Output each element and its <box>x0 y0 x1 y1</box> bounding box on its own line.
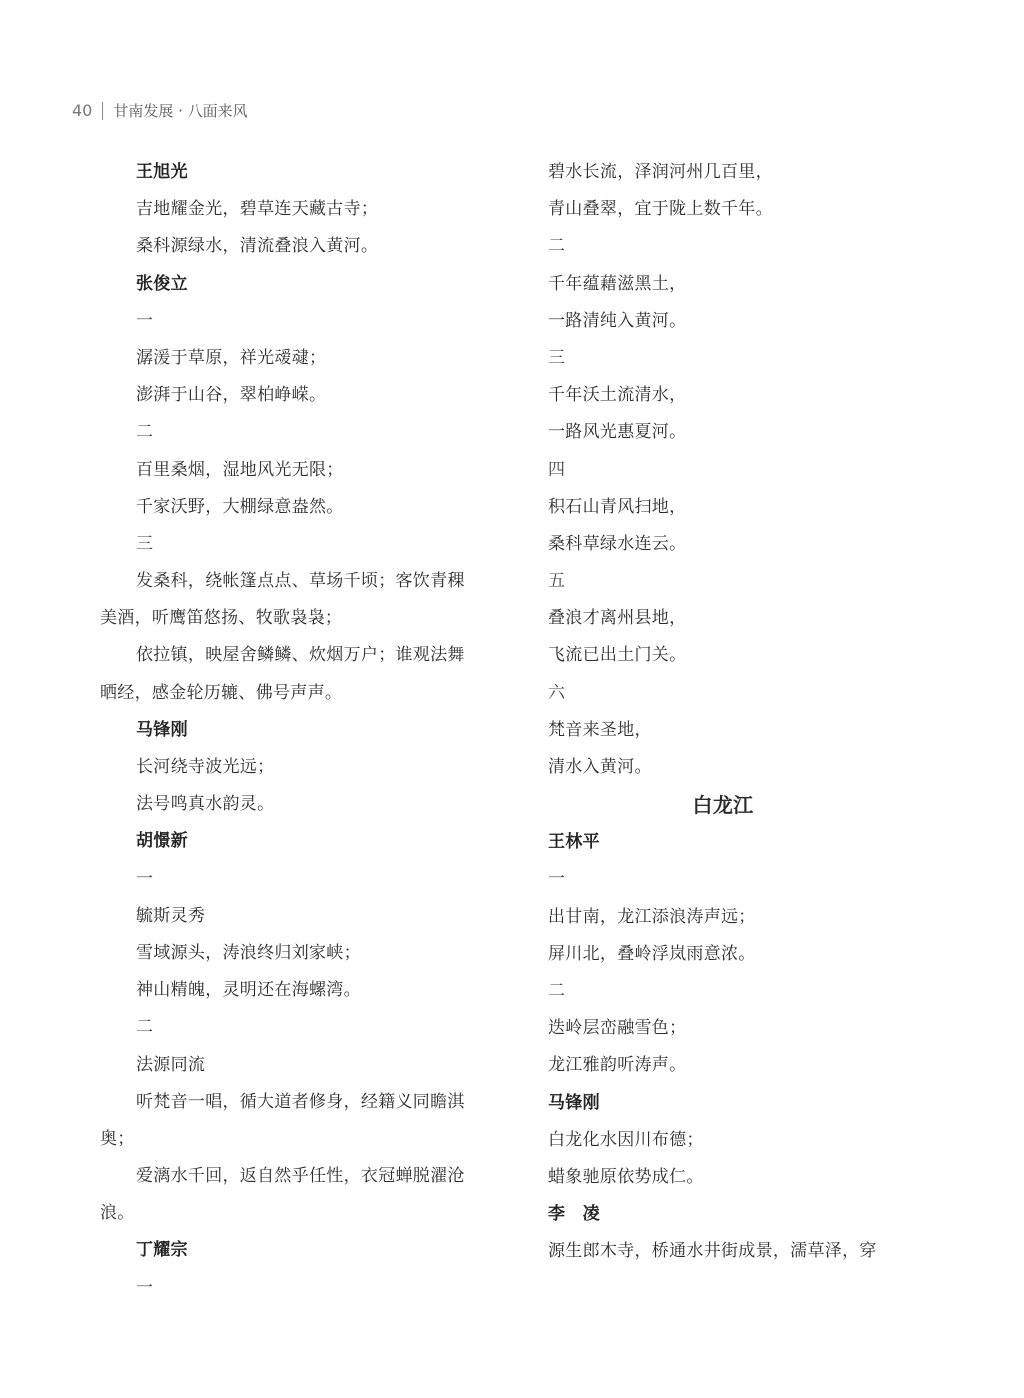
verse-line: 屏川北，叠岭浮岚雨意浓。 <box>548 943 756 964</box>
verse-number: 二 <box>548 980 566 1001</box>
verse-line: 叠浪才离州县地， <box>548 608 687 629</box>
verse-line: 长河绕寺波光远； <box>136 757 275 777</box>
verse-line: 毓斯灵秀 <box>136 905 206 926</box>
verse-line: 龙江雅韵听涛声。 <box>548 1055 687 1076</box>
verse-line: 爱漓水千回，返自然乎任性，衣冠蝉脱濯沧 <box>136 1166 465 1187</box>
verse-line: 依拉镇，映屋舍鳞鳞、炊烟万户；谁观法舞 <box>136 645 465 666</box>
verse-line: 清水入黄河。 <box>548 757 652 777</box>
verse-line: 源生郎木寺，桥通水井街成景，濡草泽，穿 <box>548 1241 877 1262</box>
verse-number: 一 <box>548 869 566 890</box>
author-name: 王林平 <box>548 832 600 853</box>
verse-line: 法源同流 <box>136 1054 206 1075</box>
verse-line: 千家沃野，大棚绿意盎然。 <box>136 496 344 517</box>
verse-line: 吉地耀金光，碧草连天藏古寺； <box>136 199 379 220</box>
verse-line: 潺湲于草原，祥光叆叇； <box>136 347 327 368</box>
verse-number: 二 <box>136 422 154 443</box>
right-column <box>548 154 898 1270</box>
verse-number: 二 <box>136 1017 154 1038</box>
author-name: 胡憬新 <box>136 831 188 852</box>
verse-number: 一 <box>136 310 154 331</box>
verse-line: 碧水长流，泽润河州几百里， <box>548 162 773 182</box>
verse-line: 出甘南，龙江添浪涛声远； <box>548 906 756 927</box>
author-name: 马锋刚 <box>548 1092 600 1113</box>
section-heading: 白龙江 <box>692 793 754 818</box>
header-divider <box>102 102 103 120</box>
author-name: 王旭光 <box>136 162 188 182</box>
verse-line: 蜡象驰原依势成仁。 <box>548 1166 704 1187</box>
verse-number: 一 <box>136 868 154 889</box>
page-number: 40 <box>72 101 93 120</box>
verse-line: 奥； <box>100 1128 135 1149</box>
verse-line: 桑科草绿水连云。 <box>548 533 687 554</box>
verse-number: 四 <box>548 459 566 480</box>
author-name: 李 凌 <box>548 1204 600 1225</box>
verse-line: 浪。 <box>100 1203 135 1224</box>
verse-line: 法号鸣真水韵灵。 <box>136 794 275 815</box>
verse-line: 青山叠翠，宜于陇上数千年。 <box>548 199 773 220</box>
verse-line: 雪域源头，涛浪终归刘家峡； <box>136 942 361 963</box>
running-header <box>72 100 248 121</box>
verse-line: 发桑科，绕帐篷点点、草场千顷；客饮青稞 <box>136 571 465 592</box>
verse-line: 桑科源绿水，清流叠浪入黄河。 <box>136 236 379 257</box>
verse-number: 三 <box>136 533 154 554</box>
verse-line: 晒经，感金轮历辘、佛号声声。 <box>100 682 343 703</box>
author-name: 丁耀宗 <box>136 1240 188 1261</box>
verse-line: 飞流已出土门关。 <box>548 645 687 666</box>
author-name: 张俊立 <box>136 273 188 294</box>
verse-line: 一路风光惠夏河。 <box>548 422 687 443</box>
verse-line: 神山精魄，灵明还在海螺湾。 <box>136 980 361 1001</box>
running-title: 甘南发展 · 八面来风 <box>113 102 248 120</box>
verse-line: 千年蕴藉滋黑土， <box>548 273 687 294</box>
verse-number: 六 <box>548 682 566 703</box>
verse-line: 听梵音一唱，循大道者修身，经籍义同瞻淇 <box>136 1091 465 1112</box>
verse-line: 一路清纯入黄河。 <box>548 310 687 331</box>
verse-line: 迭岭层峦融雪色； <box>548 1018 687 1039</box>
verse-number: 一 <box>136 1277 154 1298</box>
author-name: 马锋刚 <box>136 719 188 740</box>
verse-line: 百里桑烟，湿地风光无限； <box>136 459 344 480</box>
verse-line: 白龙化水因川布德； <box>548 1129 704 1150</box>
verse-line: 澎湃于山谷，翠柏峥嵘。 <box>136 385 327 406</box>
left-column <box>100 154 480 1307</box>
verse-line: 美酒，听鹰笛悠扬、牧歌袅袅； <box>100 608 343 629</box>
verse-line: 积石山青风扫地， <box>548 496 687 517</box>
verse-line: 梵音来圣地， <box>548 719 652 740</box>
verse-number: 二 <box>548 236 566 257</box>
verse-line: 千年沃土流清水， <box>548 385 687 406</box>
verse-number: 五 <box>548 571 566 592</box>
verse-number: 三 <box>548 347 566 368</box>
